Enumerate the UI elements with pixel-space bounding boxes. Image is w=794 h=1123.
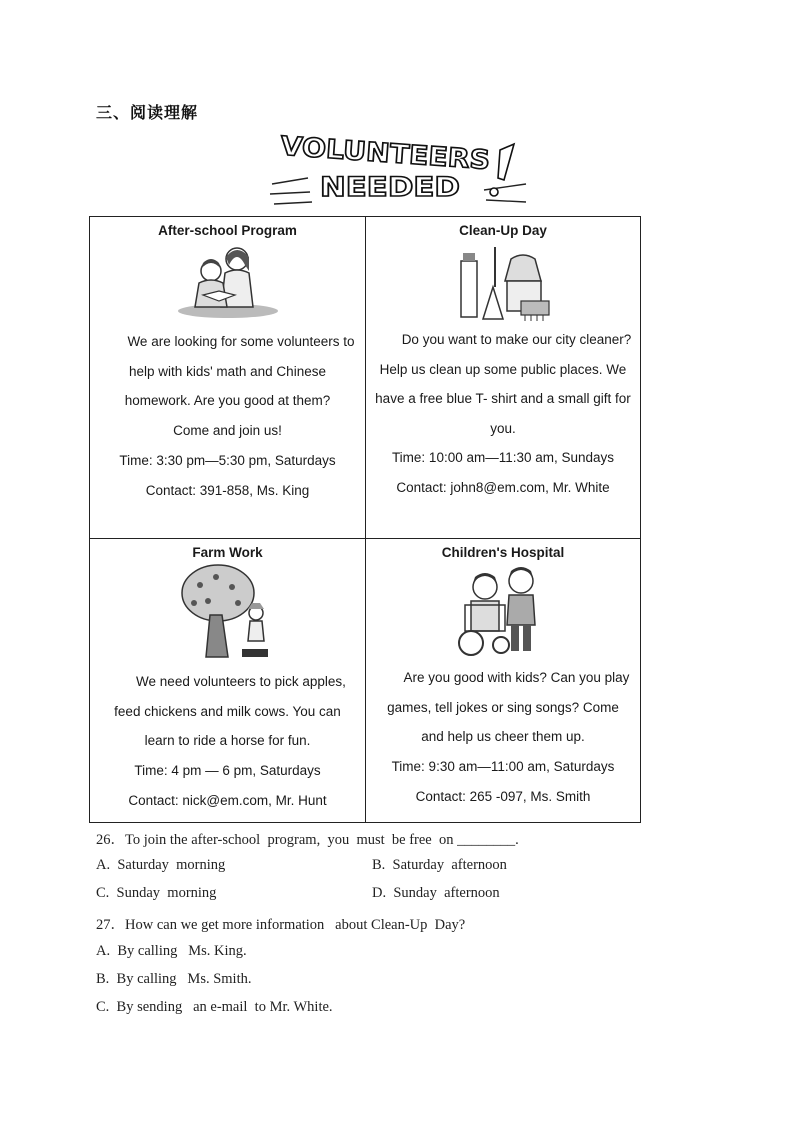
question-27-option-a[interactable]: A. By calling Ms. King. (96, 943, 247, 959)
apple-tree-icon (180, 563, 276, 661)
question-26-option-a[interactable]: A. Saturday morning (96, 857, 226, 873)
ad-time: Time: 10:00 am—11:30 am, Sundays (391, 450, 615, 465)
ad-time: Time: 3:30 pm—5:30 pm, Saturdays (119, 452, 336, 468)
ad-time: Time: 4 pm — 6 pm, Saturdays (134, 762, 321, 778)
girls-reading-icon (173, 241, 283, 321)
question-27-stem: 27．How can we get more information about Clean-Up Day? (96, 917, 466, 933)
ad-after-school (90, 217, 366, 539)
banner-line-1: VOLUNTEERS (279, 131, 474, 175)
cleaning-supplies-icon (453, 241, 553, 323)
ad-time: Time: 9:30 am—11:00 am, Saturdays (391, 758, 615, 774)
ad-title: After-school Program (158, 223, 297, 238)
question-26-option-c[interactable]: C. Sunday morning (96, 885, 217, 901)
ad-title: Clean-Up Day (459, 223, 547, 238)
ad-description: Do you want to make our city cleaner? Help us clean up some public places. We have a free blue T- shirt and a small gift for you. (375, 332, 632, 436)
ad-description: We are looking for some volunteers to help with kids' math and Chinese homework. Are you good at them? (124, 334, 355, 408)
ad-farm-work (90, 539, 366, 822)
ad-contact: Contact: john8@em.com, Mr. White (396, 480, 610, 495)
ad-contact: Contact: 265 -097, Ms. Smith (415, 788, 591, 804)
banner-line-2: NEEDED (320, 172, 460, 203)
ad-extra: Come and join us! (173, 422, 282, 438)
ad-childrens-hospital (366, 539, 640, 822)
ad-description: Are you good with kids? Can you play games, tell jokes or sing songs? Come and help us cheer them up. (387, 670, 630, 744)
question-27-option-c[interactable]: C. By sending an e-mail to Mr. White. (96, 999, 333, 1015)
volunteer-ads-table (89, 216, 641, 823)
kids-wheelchair-icon (455, 563, 551, 659)
question-26-stem: 26．To join the after-school program, you must be free on ________. (96, 832, 519, 848)
question-26-option-d[interactable]: D. Sunday afternoon (372, 885, 500, 901)
ad-contact: Contact: nick@em.com, Mr. Hunt (128, 792, 327, 808)
ad-clean-up (366, 217, 640, 539)
volunteers-needed-banner (268, 128, 530, 208)
ad-contact: Contact: 391-858, Ms. King (145, 482, 310, 498)
ad-title: Farm Work (192, 545, 263, 560)
question-26-option-b[interactable]: B. Saturday afternoon (372, 857, 507, 873)
question-27-option-b[interactable]: B. By calling Ms. Smith. (96, 971, 252, 987)
ad-title: Children's Hospital (441, 545, 565, 560)
ad-description: We need volunteers to pick apples, feed chickens and milk cows. You can learn to ride a horse for fun. (114, 674, 346, 748)
exclamation-icon (490, 144, 514, 196)
section-title: 三、阅读理解 (96, 103, 199, 122)
